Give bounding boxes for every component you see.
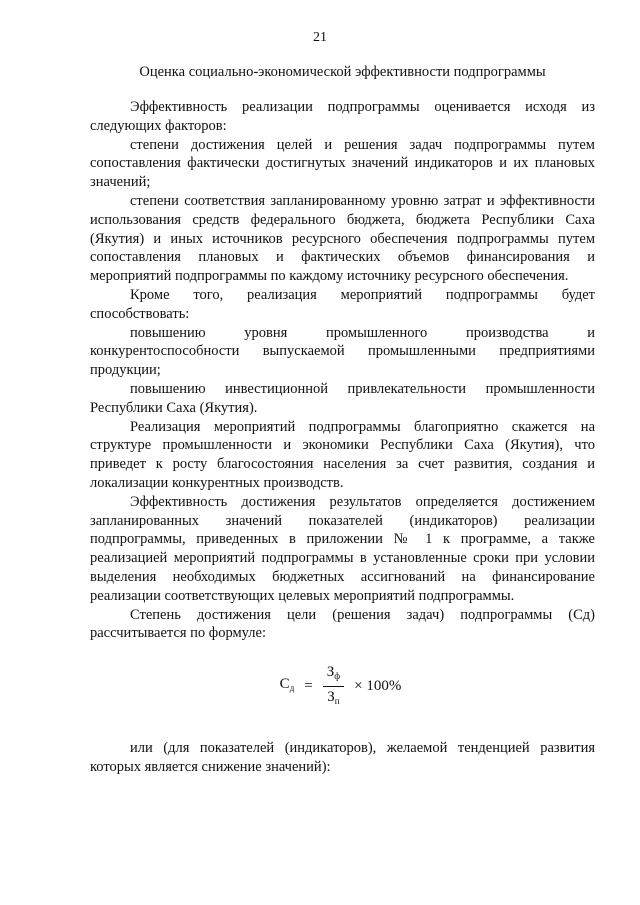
paragraph: степени соответствия запланированному уровню затрат и эффективности использования средств федерального бюджета, бюджета Республики Саха (Якутия) и иных источников ресурсного обеспечения подпрограммы путем сопоставления плановых и фактических объемов финансирования и мероприятий подпрограммы по каждому источнику ресурсного обеспечения. xyxy=(90,192,595,285)
formula-fraction xyxy=(323,663,344,710)
formula-denominator: $З_п$ xyxy=(327,688,340,706)
paragraph: повышению инвестиционной привлекательности промышленности Республики Саха (Якутия). xyxy=(90,380,595,416)
formula-numerator-subscript: ф xyxy=(334,670,341,681)
page-number: 21 xyxy=(313,30,327,45)
body-text xyxy=(90,98,595,777)
formula xyxy=(90,655,595,717)
formula-numerator: $З_ф$ xyxy=(326,663,341,681)
paragraph: степени достижения целей и решения задач подпрограммы путем сопоставления фактически достигнутых значений индикаторов и их плановых значений; xyxy=(90,136,595,191)
paragraph: повышению уровня промышленного производства и конкурентоспособности выпускаемой промышленными предприятиями продукции; xyxy=(90,324,595,379)
formula-lhs: $С_д$ xyxy=(279,675,295,693)
formula-lhs-subscript: д xyxy=(289,682,295,693)
formula-multiplier: × 100% xyxy=(354,677,402,694)
paragraph: Реализация мероприятий подпрограммы благоприятно скажется на структуре промышленности и экономики Республики Саха (Якутия), что приведет к росту благосостояния населения за счет развития, создания и локализации конкурентных производств. xyxy=(90,418,595,491)
paragraph: Эффективность реализации подпрограммы оценивается исходя из следующих факторов: xyxy=(90,99,595,134)
paragraph: Степень достижения цели (решения задач) подпрограммы (Сд) рассчитывается по формуле: xyxy=(90,606,595,642)
formula-equals: = xyxy=(304,677,313,694)
formula-denominator-subscript: п xyxy=(334,695,340,706)
section-title: Оценка социально-экономической эффективности подпрограммы xyxy=(139,64,546,80)
closing-paragraph: или (для показателей (индикаторов), желаемой тенденцией развития которых является снижение значений): xyxy=(90,740,595,775)
paragraph: Эффективность достижения результатов определяется достижением запланированных значений показателей (индикаторов) реализации подпрограммы, приведенных в приложении № 1 к программе, а также реализацией мероприятий подпрограммы в установленные сроки при условии выделения необходимых бюджетных ассигнований на финансирование реализации соответствующих целевых мероприятий подпрограммы. xyxy=(90,493,595,604)
paragraph: Кроме того, реализация мероприятий подпрограммы будет способствовать: xyxy=(90,286,595,322)
